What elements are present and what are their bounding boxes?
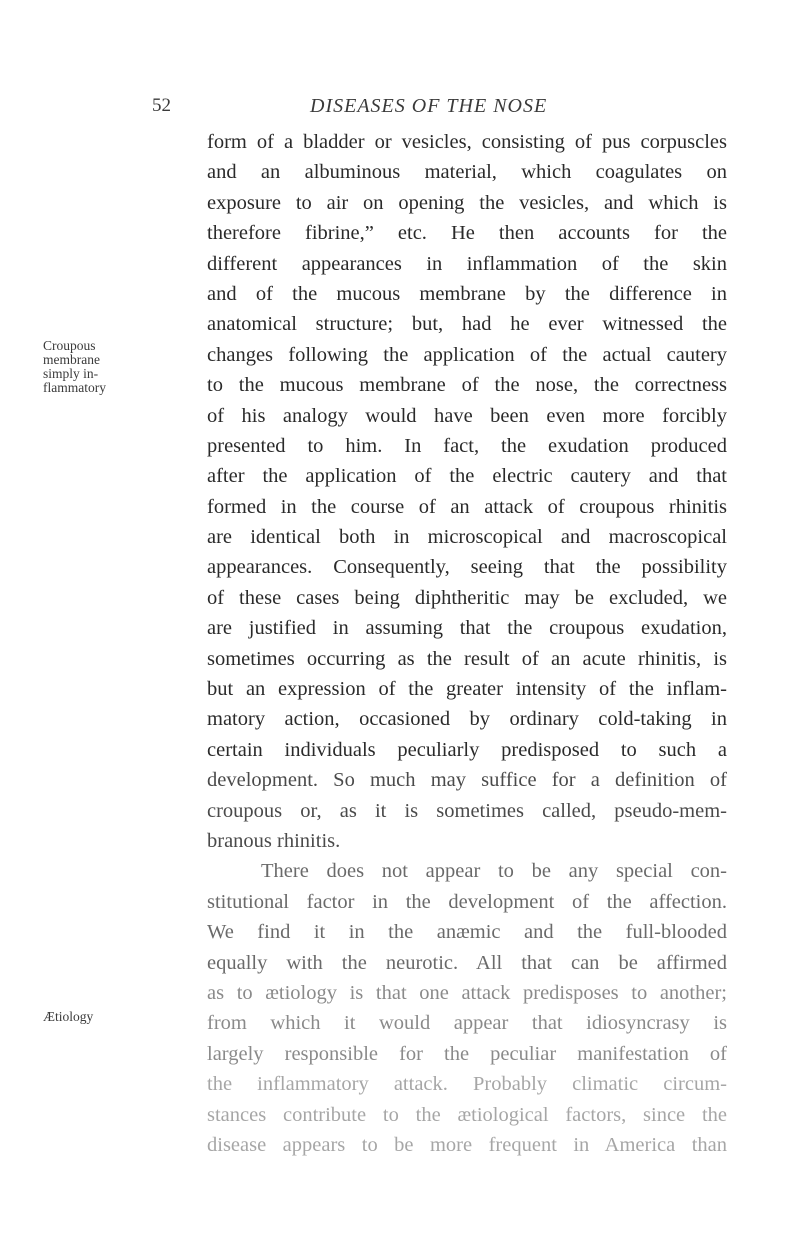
text-line: form of a bladder or vesicles, consisting of pus corpuscles [207, 131, 727, 153]
text-line: after the application of the electric cautery and that [207, 465, 727, 488]
text-line: We find it in the anæmic and the full-blooded [207, 921, 727, 944]
page-number: 52 [152, 95, 171, 116]
text-line: branous rhinitis. [207, 829, 341, 852]
text-line: There does not appear to be any special con- [261, 860, 727, 883]
margin-note-croupous [43, 339, 106, 395]
text-line: are identical both in microscopical and macroscopical [207, 526, 727, 549]
text-line: to the mucous membrane of the nose, the correctness [207, 374, 727, 397]
text-line: appearances. Consequently, seeing that the possibility [207, 556, 727, 579]
text-line: as to ætiology is that one attack predisposes to another; [207, 981, 727, 1004]
text-line: changes following the application of the actual cautery [207, 343, 727, 366]
text-line: stitutional factor in the development of the affection. [207, 890, 727, 913]
text-line: therefore fibrine,” etc. He then accounts for the [207, 222, 727, 245]
text-line: different appearances in inflammation of the skin [207, 252, 727, 275]
text-line: croupous or, as it is sometimes called, pseudo-mem- [207, 799, 727, 822]
margin-note-line: simply in- [43, 366, 99, 381]
text-line: of his analogy would have been even more forcibly [207, 404, 727, 427]
text-line: development. So much may suffice for a definition of [207, 769, 727, 792]
text-line: exposure to air on opening the vesicles, and which is [207, 191, 727, 214]
text-line: but an expression of the greater intensity of the inflam- [207, 678, 727, 701]
text-line: from which it would appear that idiosyncrasy is [207, 1012, 727, 1035]
margin-note-line: Ætiology [43, 1009, 94, 1024]
text-line: matory action, occasioned by ordinary cold-taking in [207, 708, 727, 731]
text-line: of these cases being diphtheritic may be excluded, we [207, 586, 727, 609]
text-line: formed in the course of an attack of croupous rhinitis [207, 495, 727, 518]
text-line: sometimes occurring as the result of an acute rhinitis, is [207, 647, 727, 670]
margin-note-line: membrane [43, 352, 100, 367]
text-line: and an albuminous material, which coagulates on [207, 161, 727, 184]
text-line: certain individuals peculiarly predisposed to such a [207, 738, 727, 761]
text-line: equally with the neurotic. All that can be affirmed [207, 951, 727, 974]
text-line: the inflammatory attack. Probably climatic circum- [207, 1073, 727, 1096]
text-line: are justified in assuming that the croupous exudation, [207, 617, 727, 640]
text-line: presented to him. In fact, the exudation produced [207, 434, 727, 457]
body-text [207, 127, 727, 1160]
margin-note-line: flammatory [43, 380, 106, 395]
text-line: disease appears to be more frequent in America than [207, 1133, 727, 1156]
text-line: largely responsible for the peculiar manifestation of [207, 1042, 727, 1065]
margin-note-aetiology [43, 1010, 93, 1024]
text-line: anatomical structure; but, had he ever witnessed the [207, 313, 727, 336]
running-head: DISEASES OF THE NOSE [310, 95, 548, 117]
margin-note-line: Croupous [43, 338, 96, 353]
text-line: and of the mucous membrane by the difference in [207, 282, 727, 305]
text-line: stances contribute to the ætiological factors, since the [207, 1103, 727, 1126]
